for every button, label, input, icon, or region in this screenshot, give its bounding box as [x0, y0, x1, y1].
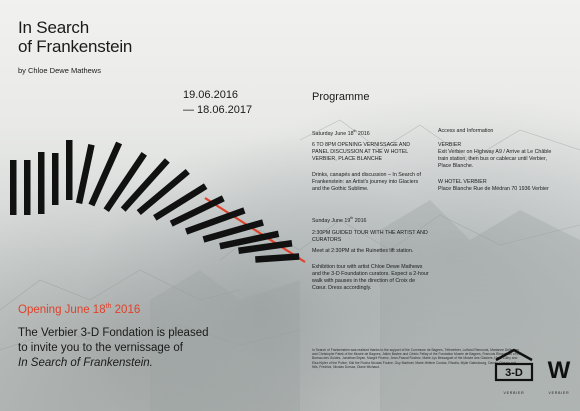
w-hotel-logo [542, 346, 576, 396]
verbier-3d-logo [492, 346, 536, 396]
artist-byline: by Chloe Dewe Mathews [18, 66, 101, 75]
session2-meeting-point: Meet at 2:30PM at the Ruinettes lift station. [312, 248, 414, 254]
opening-date: Opening June 18th 2016 [18, 303, 141, 316]
graphic-bar-2 [24, 160, 31, 215]
invite-line-1: The Verbier 3-D Fondation is pleased [18, 327, 209, 339]
exhibition-dates [183, 88, 252, 118]
exhibition-title [18, 18, 132, 56]
session2-description: Exhibition tour with artist Chloe Dewe Mathews and the 3-D Foundation curators. Expect a 2-hour walk with pauses in the direction of Croix de Cœur. Dress accordingly. [312, 264, 429, 291]
w-mark-icon [542, 346, 576, 386]
access-place2-name: W HOTEL VERBIER [438, 179, 487, 185]
access-place1-text: Exit Verbier on Highway A9 / Arrive at Le Châble train station, then bus or cablecar until Verbier, Place Blanche. [438, 149, 552, 169]
session1-description: Drinks, canapés and discussion – In Search of Frankenstein: an Artist's journey into Glaciers and the Gothic Sublime. [312, 172, 421, 192]
invite-line-3: In Search of Frankenstein. [18, 357, 153, 369]
access-place2-text: Place Blanche Rue de Médran 70 1936 Verbier [438, 186, 549, 192]
date-start: 19.06.2016 [183, 89, 239, 101]
session2-event: 2:30PM GUIDED TOUR WITH THE ARTIST AND CURATORS [312, 230, 428, 243]
session1-event: 6 TO 8PM OPENING VERNISSAGE AND PANEL DISCUSSION AT THE W HOTEL VERBIER, PLACE BLANCHE [312, 142, 411, 162]
graphic-bar-10 [137, 169, 190, 215]
logo-w-text: W [547, 357, 571, 384]
logo-w-caption: VERBIER [548, 391, 570, 395]
logo-3d-text: 3-D [505, 367, 523, 379]
programme-heading: Programme [312, 91, 370, 103]
graphic-bar-11 [153, 183, 207, 220]
graphic-bar-6 [76, 144, 95, 204]
graphic-bar-4 [52, 153, 59, 205]
graphic-bar-5 [66, 140, 73, 200]
date-end: — 18.06.2017 [183, 104, 253, 116]
invite-line-2: to invite you to the vernissage of [18, 342, 183, 354]
credits-text: In Search of Frankenstein was realised thanks to the support of the Commune de Bagnes, Téléverbier, Lolfand Remonds, Marianne Delleman and Christophe Patek of the Musée de Bagnes, Julien Baviee and Cédric Fellay of the Fondation Musée de Bagnes, Francois Rinaudeau of the Bureau des Guides, Jonathan Bryan, Margrit Pruenz, Jean-Pascal Rochez, Marie-Lys Bessaguet of the Musée des Glaciers, Heidi Lüthy and Elsa Kipfer of the Police, Kiki the Rocha Nicolas Fouine, Guy Martinet, Marie-Hélène Coutaz, Rhodia, Mylie Gainsbourg, Dandy, Oceam and Nils, Fredrick, Nicolas Dorsaz, Diane Michaud. [312, 348, 522, 369]
access-heading: Access and Information [438, 128, 494, 134]
session2-date: Sunday June 19th 2016 [312, 216, 367, 224]
title-line-1: In Search [18, 18, 89, 37]
session1-date: Saturday June 18th 2016 [312, 129, 370, 137]
graphic-bar-17 [255, 253, 299, 263]
graphic-bars [0, 120, 320, 320]
logo-3d-caption: VERBIER [503, 391, 525, 395]
access-place1-name: VERBIER [438, 142, 462, 148]
title-line-2: of Frankenstein [18, 37, 133, 56]
verbier-3d-mark-icon [492, 346, 536, 386]
invitation-text [18, 326, 283, 371]
graphic-bar-1 [10, 160, 17, 215]
graphic-bar-3 [38, 152, 45, 214]
